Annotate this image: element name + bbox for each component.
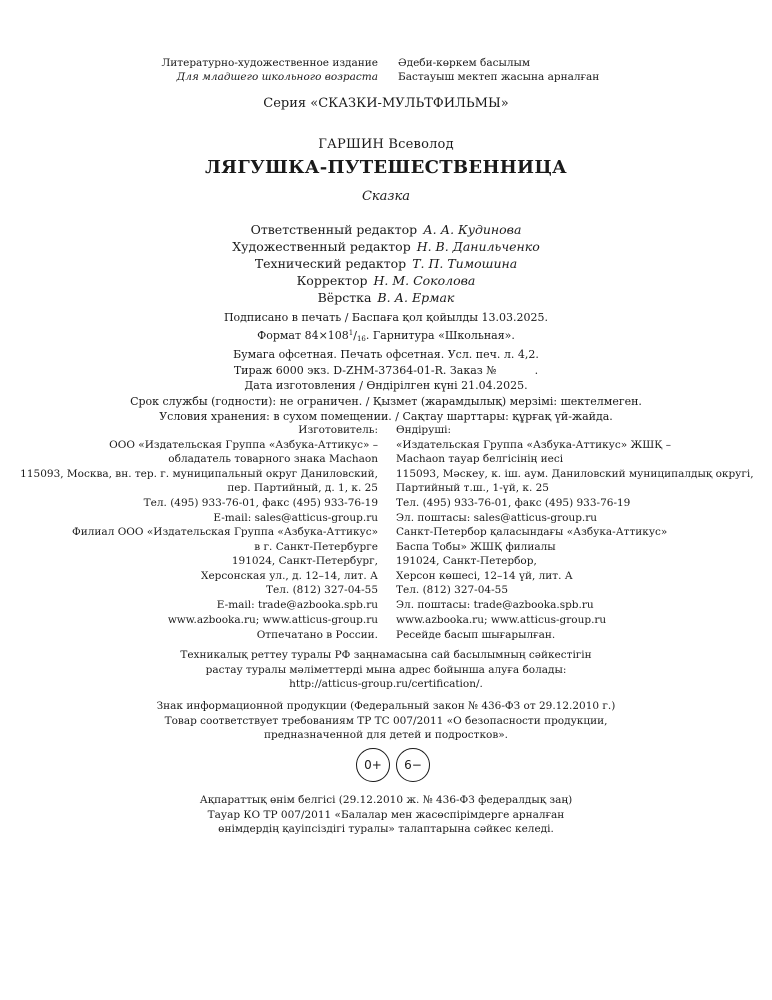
manufactured-line: Дата изготовления / Өндірілген күні 21.04.2025. [244, 379, 528, 392]
staff-name: В. А. Ермак [377, 290, 455, 305]
book-title: ЛЯГУШКА-ПУТЕШЕСТВЕННИЦА [204, 157, 568, 178]
manufacturer-line: 115093, Москва, вн. тер. г. муниципальный округ Даниловский, [20, 467, 378, 480]
branch-line: Херсон көшесі, 12–14 үй, лит. А [396, 569, 573, 582]
storage-line: Условия хранения: в сухом помещении. / Сақтау шарттары: құрғақ үй-жайда. [159, 410, 613, 423]
publishing-info [0, 310, 772, 425]
print-run-text: Тираж 6000 экз. D-ZHM-37364-01-R. Заказ № [233, 363, 497, 377]
manufacturer-line: «Издательская Группа «Азбука-Аттикус» ЖШҚ – [396, 438, 671, 451]
manufacturer-line: ООО «Издательская Группа «Азбука-Аттикус» – [109, 438, 378, 451]
staff-name: А. А. Кудинова [423, 222, 522, 237]
manufacturer-line: Партийный т.ш., 1-үй, к. 25 [396, 482, 549, 495]
branch-line: 191024, Санкт-Петербург, [231, 555, 378, 568]
info-line: Тауар КО ТР 007/2011 «Балалар мен жасөспірімдерге арналған [207, 808, 565, 821]
format-numerator: 1 [348, 328, 354, 337]
website-links[interactable]: www.azbooka.ru; www.atticus-group.ru [396, 614, 607, 626]
header-right [386, 56, 772, 84]
certification-line: растау туралы мәліметтерді мына адрес бойынша алуға болады: [205, 663, 567, 676]
web-ru [0, 613, 388, 642]
manufacturer-kz [388, 423, 772, 525]
header-left [0, 56, 386, 84]
series-line: Серия «СКАЗКИ-МУЛЬТФИЛЬМЫ» [263, 96, 509, 111]
info-line: Товар соответствует требованиям ТР ТС 007/2011 «О безопасности продукции, [164, 714, 608, 727]
manufacturer-line: 115093, Мәскеу, к. іш. аум. Даниловский муниципалдық округі, [396, 467, 754, 480]
staff-name: Н. М. Соколова [373, 273, 476, 288]
info-line: предназначенной для детей и подростков». [264, 729, 508, 741]
manufacturer-line: Өндіруші: [396, 424, 451, 436]
staff-role: Художественный редактор [232, 239, 411, 254]
print-run-end: . [534, 363, 539, 377]
branch-line: Тел. (812) 327-04-55 [266, 584, 378, 597]
format-denominator: 16 [356, 334, 366, 343]
staff-row [0, 238, 772, 255]
staff-role: Вёрстка [317, 290, 372, 305]
age-group-ru: Для младшего школьного возраста [176, 71, 378, 83]
age-badges [356, 748, 430, 782]
certification-link[interactable]: http://atticus-group.ru/certification/. [289, 678, 483, 690]
service-line: Срок службы (годности): не ограничен. / Қызмет (жарамдылық) мерзімі: шектелмеген. [130, 394, 642, 408]
certification-note [0, 648, 772, 692]
header-block [0, 56, 772, 84]
staff-role: Технический редактор [254, 256, 407, 271]
web-block [0, 613, 772, 642]
genre-label: Сказка [361, 189, 411, 204]
staff-credits [0, 221, 772, 306]
staff-row [0, 255, 772, 272]
branch-ru [0, 525, 388, 613]
edition-type-ru: Литературно-художественное издание [161, 57, 378, 69]
staff-name: Т. П. Тимошина [412, 256, 518, 271]
manufacturer-ru [0, 423, 388, 525]
branch-kz [388, 525, 772, 613]
info-line: өнімдердің қауіпсіздігі туралы» талаптарына сәйкес келеді. [218, 823, 554, 835]
font-text: . Гарнитура «Школьная». [365, 328, 515, 342]
age-rating-badge: 0+ [356, 748, 390, 782]
manufacturer-line: Machaon тауар белгісінің иесі [396, 453, 564, 466]
manufacturer-line: Изготовитель: [298, 424, 378, 436]
info-line: Знак информационной продукции (Федеральный закон № 436-ФЗ от 29.12.2010 г.) [156, 700, 616, 712]
branch-line: Херсонская ул., д. 12–14, лит. А [200, 569, 378, 582]
branch-line: Тел. (812) 327-04-55 [396, 584, 508, 597]
staff-role: Корректор [296, 273, 368, 288]
branch-line: Эл. поштасы: trade@azbooka.spb.ru [396, 598, 594, 611]
manufacturer-block [0, 423, 772, 525]
staff-role: Ответственный редактор [250, 222, 418, 237]
branch-line: в г. Санкт-Петербурге [254, 540, 378, 553]
age-rating-badge: 6− [396, 748, 430, 782]
staff-name: Н. В. Данильченко [416, 239, 540, 254]
website-links[interactable]: www.azbooka.ru; www.atticus-group.ru [167, 614, 378, 626]
info-product-kz [0, 793, 772, 837]
staff-row [0, 221, 772, 238]
branch-line: Филиал ООО «Издательская Группа «Азбука-Аттикус» [72, 526, 378, 538]
printed-in: Ресейде басып шығарылған. [396, 628, 556, 641]
print-run-line [0, 363, 772, 379]
format-text: Формат 84×108 [257, 328, 349, 342]
info-line: Ақпараттық өнім белгісі (29.12.2010 ж. № 436-ФЗ федералдық заң) [199, 794, 573, 806]
printed-in: Отпечатано в России. [256, 628, 378, 641]
manufacturer-line: пер. Партийный, д. 1, к. 25 [227, 482, 378, 495]
paper-line: Бумага офсетная. Печать офсетная. Усл. печ. л. 4,2. [233, 348, 539, 361]
staff-row [0, 289, 772, 306]
manufacturer-line: Тел. (495) 933-76-01, факс (495) 933-76-19 [396, 496, 631, 509]
branch-line: E-mail: trade@azbooka.spb.ru [216, 598, 378, 611]
format-line: Формат $84\times 108^1/_{16}$. Гарнитура «Школьная». [257, 328, 515, 343]
staff-row [0, 272, 772, 289]
manufacturer-line: Тел. (495) 933-76-01, факс (495) 933-76-19 [143, 496, 378, 509]
branch-line: Баспа Тобы» ЖШҚ филиалы [396, 540, 556, 553]
manufacturer-line: Эл. поштасы: sales@atticus-group.ru [396, 511, 598, 524]
age-group-kz: Бастауыш мектеп жасына арналған [398, 71, 600, 83]
branch-block [0, 525, 772, 613]
branch-line: 191024, Санкт-Петербор, [396, 555, 537, 568]
web-kz [388, 613, 772, 642]
branch-line: Санкт-Петербор қаласындағы «Азбука-Аттикус» [396, 526, 668, 538]
author-name: ГАРШИН Всеволод [318, 137, 454, 152]
edition-type-kz: Әдеби-көркем басылым [398, 57, 531, 69]
info-product-ru [0, 699, 772, 743]
manufacturer-line: обладатель товарного знака Machaon [168, 453, 378, 466]
certification-line: Техникалық реттеу туралы РФ заңнамасына сай басылымның сәйкестігін [180, 649, 592, 661]
manufacturer-line: E-mail: sales@atticus-group.ru [213, 511, 378, 524]
signed-line: Подписано в печать / Баспаға қол қойылды 13.03.2025. [223, 311, 549, 324]
